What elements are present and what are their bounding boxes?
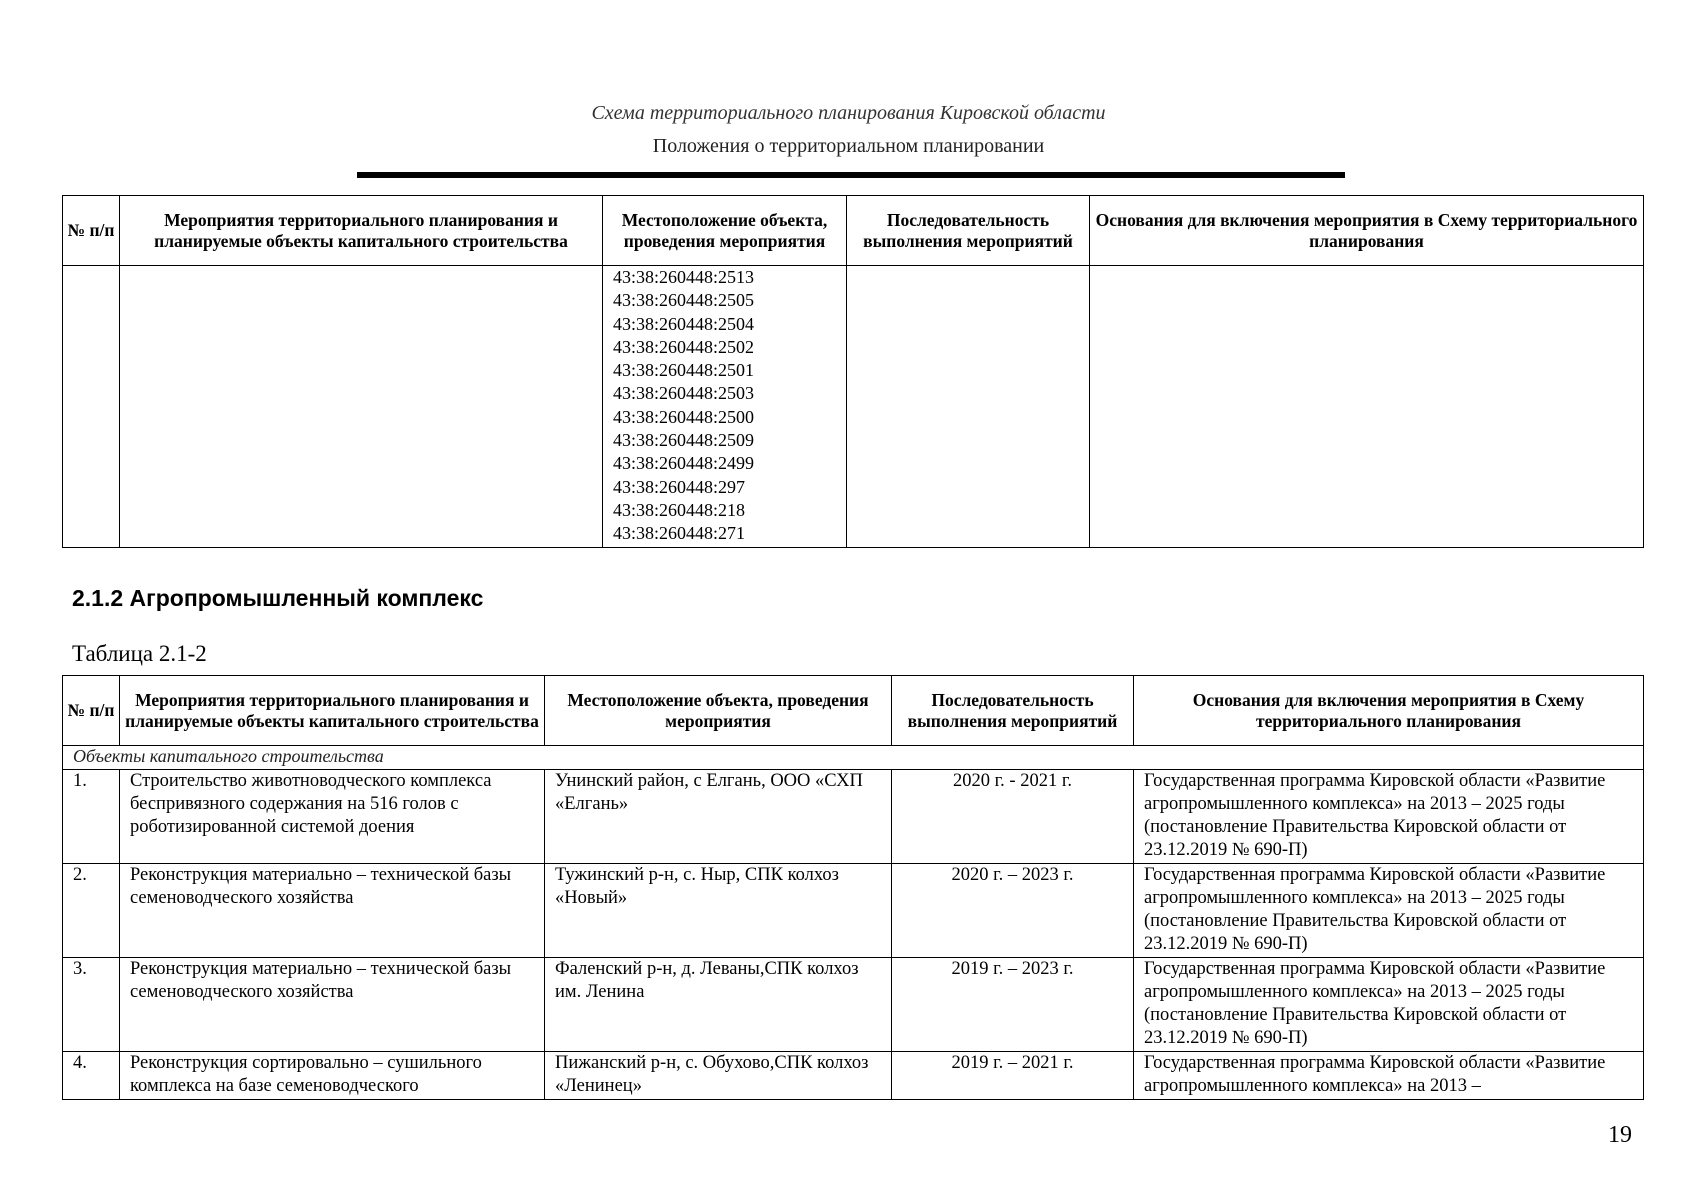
cadastral-number: 43:38:260448:2500 xyxy=(613,406,755,427)
cadastral-number: 43:38:260448:218 xyxy=(613,499,746,520)
table-row xyxy=(63,958,1644,1052)
cell-measure: Строительство животноводческого комплекса беспривязного содержания на 516 голов с роботизированной системой доения xyxy=(120,770,545,864)
cadastral-number: 43:38:260448:297 xyxy=(613,476,746,497)
cadastral-number: 43:38:260448:271 xyxy=(613,523,746,544)
cadastral-number: 43:38:260448:2499 xyxy=(613,453,755,474)
column-header-basis: Основания для включения мероприятия в Схему территориального планирования xyxy=(1090,196,1644,266)
running-header-title: Схема территориального планирования Кировской области xyxy=(591,102,1106,124)
table-continuation xyxy=(62,195,1644,548)
cell-basis: Государственная программа Кировской области «Развитие агропромышленного комплекса» на 2013 – 2025 годы (постановление Правительства Кировской области от 23.12.2019 № 690-П) xyxy=(1134,864,1644,958)
cell-sequence: 2019 г. – 2021 г. xyxy=(892,1052,1134,1100)
cell-location: Пижанский р-н, с. Обухово,СПК колхоз «Ленинец» xyxy=(545,1052,892,1100)
cell-num: 3. xyxy=(63,958,120,1052)
cell-sequence: 2019 г. – 2023 г. xyxy=(892,958,1134,1052)
cadastral-number: 43:38:260448:2503 xyxy=(613,383,755,404)
table-agro-complex xyxy=(62,675,1644,1100)
cell-sequence xyxy=(847,266,1090,548)
table-row xyxy=(63,1052,1644,1100)
cell-measure: Реконструкция сортировально – сушильного комплекса на базе семеноводческого xyxy=(120,1052,545,1100)
cell-sequence: 2020 г. – 2023 г. xyxy=(892,864,1134,958)
cadastral-number: 43:38:260448:2504 xyxy=(613,313,755,334)
cell-num xyxy=(63,266,120,548)
group-row xyxy=(63,746,1644,770)
column-header-basis: Основания для включения мероприятия в Схему территориального планирования xyxy=(1134,676,1644,746)
column-header-sequence: Последовательность выполнения мероприятий xyxy=(847,196,1090,266)
cell-basis: Государственная программа Кировской области «Развитие агропромышленного комплекса» на 2013 – 2025 годы (постановление Правительства Кировской области от 23.12.2019 № 690-П) xyxy=(1134,770,1644,864)
cadastral-list xyxy=(603,266,847,548)
table-row xyxy=(63,770,1644,864)
cell-location: Тужинский р-н, с. Ныр, СПК колхоз «Новый» xyxy=(545,864,892,958)
cell-location: Унинский район, с Елгань, ООО «СХП «Елгань» xyxy=(545,770,892,864)
header-rule xyxy=(357,172,1345,178)
cell-basis: Государственная программа Кировской области «Развитие агропромышленного комплекса» на 2013 – 2025 годы (постановление Правительства Кировской области от 23.12.2019 № 690-П) xyxy=(1134,958,1644,1052)
table-row xyxy=(63,266,1644,548)
cadastral-number: 43:38:260448:2505 xyxy=(613,290,755,311)
column-header-measures: Мероприятия территориального планирования и планируемые объекты капитального строительства xyxy=(120,196,603,266)
cell-measure xyxy=(120,266,603,548)
cadastral-number: 43:38:260448:2509 xyxy=(613,430,755,451)
cell-basis xyxy=(1090,266,1644,548)
cadastral-number: 43:38:260448:2501 xyxy=(613,360,755,381)
cell-sequence: 2020 г. - 2021 г. xyxy=(892,770,1134,864)
running-header-subtitle: Положения о территориальном планировании xyxy=(652,135,1045,157)
column-header-location: Местоположение объекта, проведения мероприятия xyxy=(545,676,892,746)
cell-num: 1. xyxy=(63,770,120,864)
group-label: Объекты капитального строительства xyxy=(63,746,1644,770)
column-header-sequence: Последовательность выполнения мероприятий xyxy=(892,676,1134,746)
table-row xyxy=(63,864,1644,958)
cell-measure: Реконструкция материально – технической базы семеноводческого хозяйства xyxy=(120,958,545,1052)
cell-measure: Реконструкция материально – технической базы семеноводческого хозяйства xyxy=(120,864,545,958)
cell-basis: Государственная программа Кировской области «Развитие агропромышленного комплекса» на 2013 – xyxy=(1134,1052,1644,1100)
column-header-measures: Мероприятия территориального планирования и планируемые объекты капитального строительства xyxy=(120,676,545,746)
cadastral-number: 43:38:260448:2502 xyxy=(613,336,755,357)
page-number: 19 xyxy=(1608,1122,1632,1148)
cell-num: 2. xyxy=(63,864,120,958)
column-header-num: № п/п xyxy=(63,196,120,266)
column-header-location: Местоположение объекта, проведения мероприятия xyxy=(603,196,847,266)
table-caption: Таблица 2.1-2 xyxy=(72,641,207,666)
cell-num: 4. xyxy=(63,1052,120,1100)
column-header-num: № п/п xyxy=(63,676,120,746)
section-heading: 2.1.2 Агропромышленный комплекс xyxy=(72,585,484,611)
cadastral-number: 43:38:260448:2513 xyxy=(613,267,755,287)
cell-location: Фаленский р-н, д. Леваны,СПК колхоз им. Ленина xyxy=(545,958,892,1052)
